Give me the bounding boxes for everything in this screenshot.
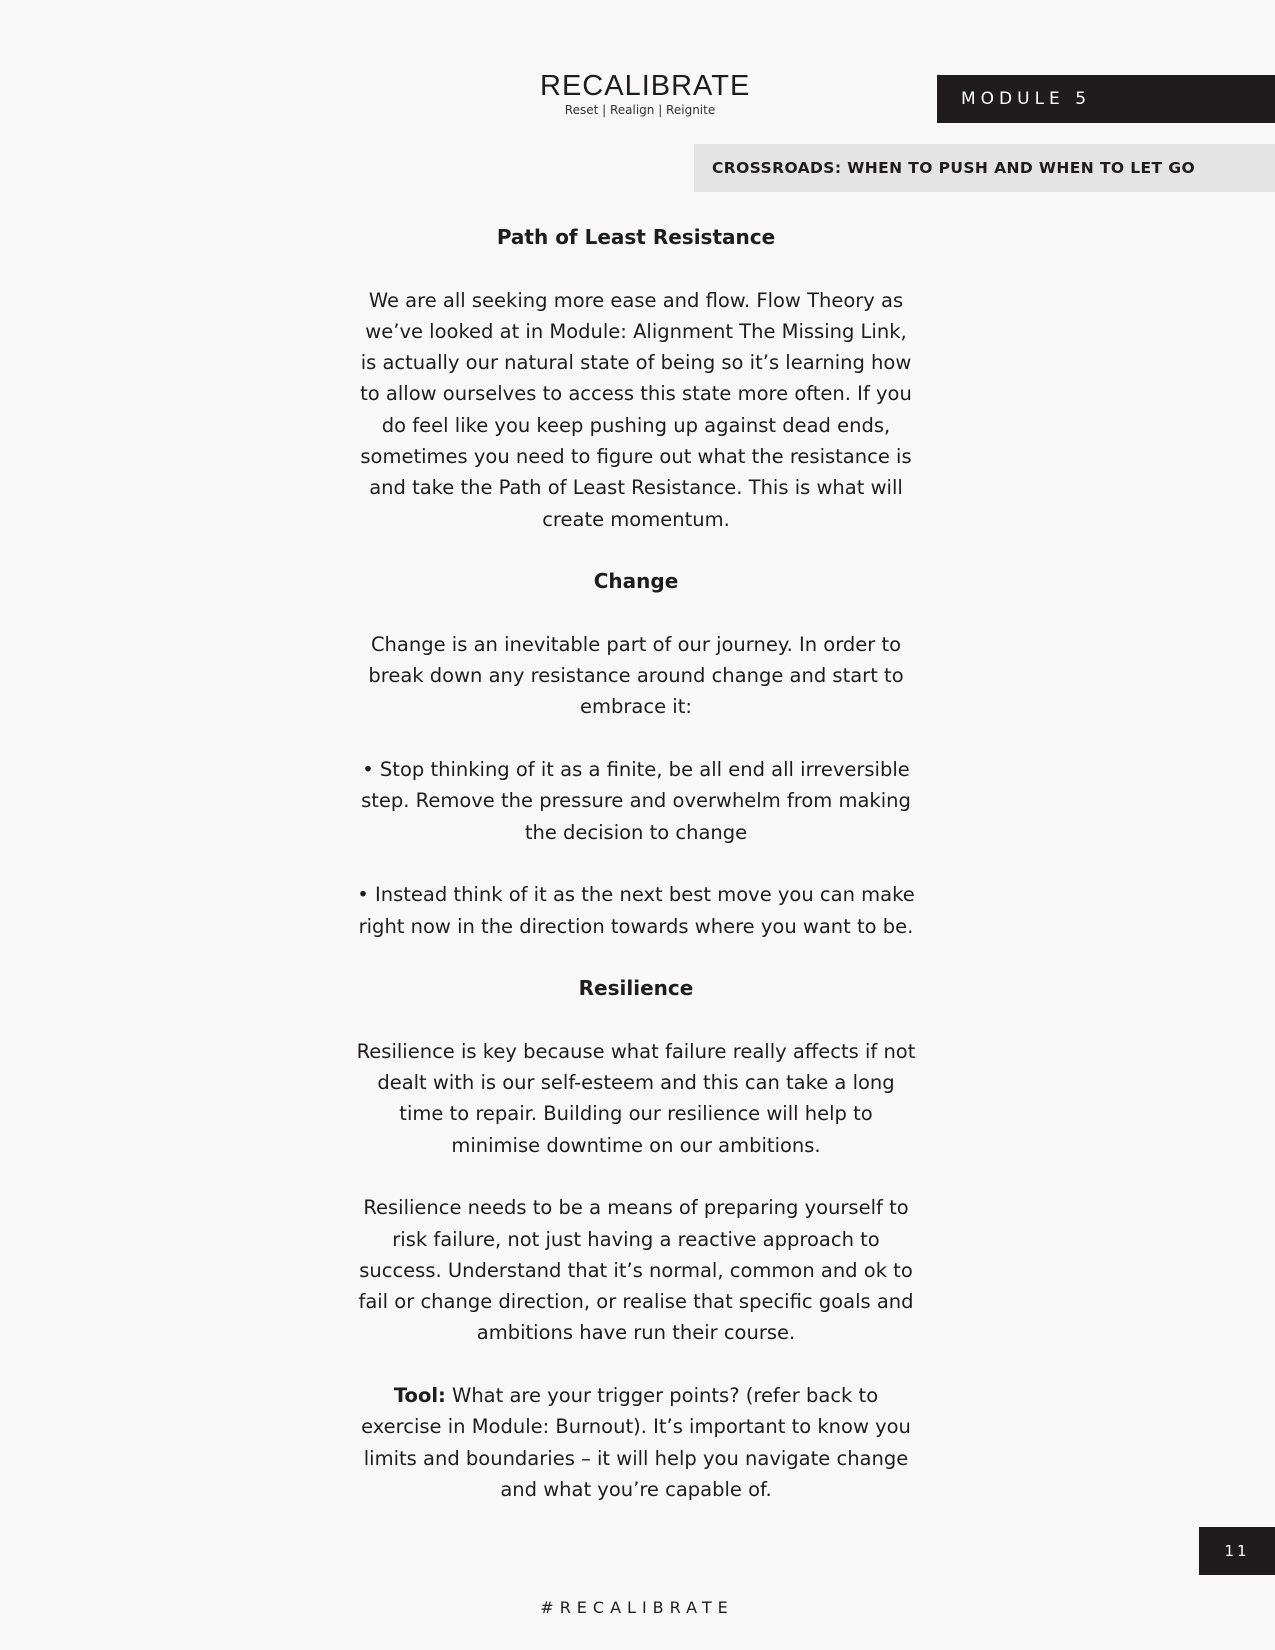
path-heading: Path of Least Resistance xyxy=(496,225,776,249)
recalibrate-logo xyxy=(540,70,751,120)
change-bullet-1: • Stop thinking of it as a finite, be all end all irreversible step. Remove the pressure and overwhelm from making the decision to change xyxy=(361,758,911,844)
resilience-heading: Resilience xyxy=(578,976,694,1001)
tool-body: What are your trigger points? (refer back to exercise in Module: Burnout). It’s important to know you limits and boundaries – it will help you navigate change and what you’re capable of. xyxy=(361,1383,911,1501)
page-content xyxy=(356,222,916,1505)
logo-name: RECALIBRATE xyxy=(540,70,751,102)
page-number: 11 xyxy=(1199,1527,1275,1575)
tool-paragraph xyxy=(356,1380,916,1505)
module-subtitle: CROSSROADS: WHEN TO PUSH AND WHEN TO LET GO xyxy=(694,144,1275,192)
resilience-body-2: Resilience needs to be a means of preparing yourself to risk failure, not just having a reactive approach to success. Understand that it’s normal, common and ok to fail or change direction, or realise that specific goals and ambitions have run their course. xyxy=(358,1196,914,1345)
module-label: MODULE 5 xyxy=(937,75,1275,123)
logo-tagline: Reset | Realign | Reignite xyxy=(564,103,716,117)
tool-label: Tool: xyxy=(393,1383,446,1407)
resilience-body-1: Resilience is key because what failure really affects if not dealt with is our self-esteem and this can take a long time to repair. Building our resilience will help to minimise downtime on our ambitions. xyxy=(356,1039,916,1157)
change-bullet-2: • Instead think of it as the next best move you can make right now in the direction towards where you want to be. xyxy=(357,883,915,938)
path-body: We are all seeking more ease and flow. Flow Theory as we’ve looked at in Module: Alignment The Missing Link, is actually our natural state of being so it’s learning how to allow ourselves to access this state more often. If you do feel like you keep pushing up against dead ends, sometimes you need to figure out what the resistance is and take the Path of Least Resistance. This is what will create momentum. xyxy=(360,288,912,531)
footer-hashtag: #RECALIBRATE xyxy=(540,1598,734,1617)
change-heading: Change xyxy=(593,569,679,594)
change-intro: Change is an inevitable part of our journey. In order to break down any resistance around change and start to embrace it: xyxy=(368,632,904,719)
